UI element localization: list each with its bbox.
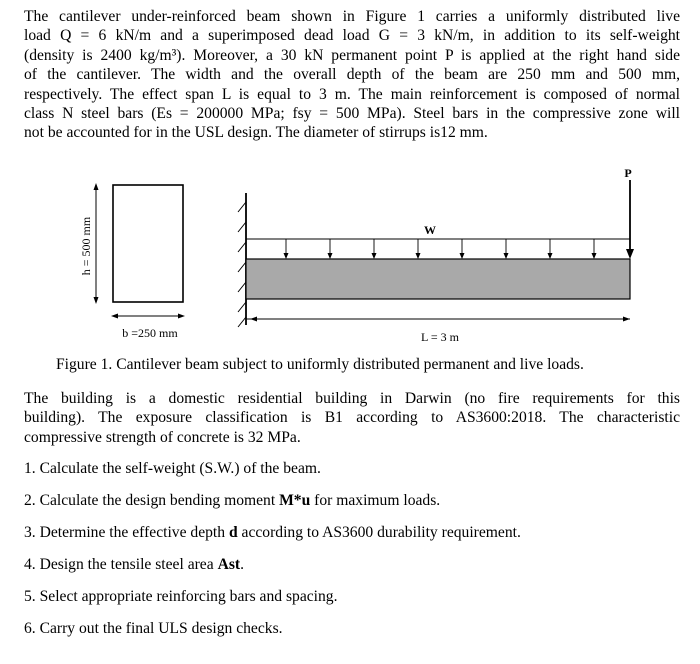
width-arrow-right xyxy=(178,314,185,319)
question-4-text-end: . xyxy=(240,556,244,573)
steel-area-symbol: Ast xyxy=(217,556,241,573)
point-load-label: P xyxy=(624,166,632,180)
question-4-text: 4. Design the tensile steel area xyxy=(24,556,218,573)
section-width-label: b =250 mm xyxy=(122,326,178,340)
context-line: The building is a domestic residential building in Darwin (no fire requirements for this xyxy=(24,390,680,407)
problem-line: of the cantilever. The width and the overall depth of the beam are 250 mm and 500 mm, xyxy=(24,66,680,84)
context-line: compressive strength of concrete is 32 MPa. xyxy=(24,428,301,446)
section-height-label: h = 500 mm xyxy=(79,216,93,276)
figure-caption: Figure 1. Cantilever beam subject to uniformly distributed permanent and live loads. xyxy=(56,356,584,373)
span-arrow-left xyxy=(250,317,257,322)
cantilever-beam xyxy=(246,259,630,299)
span-label: L = 3 m xyxy=(421,330,459,344)
context-statement xyxy=(24,389,680,447)
height-arrow-bottom xyxy=(94,297,99,304)
problem-line: class N steel bars (Es = 200000 MPa; fsy = 500 MPa). Steel bars in the compressive zone will xyxy=(24,105,680,123)
width-arrow-left xyxy=(111,314,118,319)
problem-line: respectively. The effect span L is equal to 3 m. The main reinforcement is composed of normal xyxy=(24,85,680,103)
problem-line: load Q = 6 kN/m and a superimposed dead load G = 3 kN/m, in addition to its self-weight xyxy=(24,27,680,45)
question-5: 5. Select appropriate reinforcing bars and spacing. xyxy=(24,588,338,605)
beam-cross-section xyxy=(113,185,183,302)
question-4 xyxy=(24,556,244,574)
question-3-text-end: according to AS3600 durability requirement. xyxy=(237,524,521,541)
question-2 xyxy=(24,492,440,510)
problem-statement xyxy=(24,7,680,143)
point-load-arrowhead xyxy=(626,249,634,259)
span-arrow-right xyxy=(623,317,630,322)
design-moment-symbol: M*u xyxy=(279,492,311,509)
problem-line: (density is 2400 kg/m³). Moreover, a 30 kN permanent point P is applied at the right hand side xyxy=(24,46,680,64)
udl-arrows xyxy=(284,239,597,259)
problem-line: not be accounted for in the USL design. The diameter of stirrups is12 mm. xyxy=(24,124,488,142)
question-2-text-end: for maximum loads. xyxy=(310,492,441,509)
fixed-support xyxy=(238,193,246,327)
height-arrow-top xyxy=(94,183,99,190)
effective-depth-symbol: d xyxy=(228,524,238,541)
question-3 xyxy=(24,524,521,542)
problem-line: The cantilever under-reinforced beam shown in Figure 1 carries a uniformly distributed live xyxy=(24,8,680,25)
question-6: 6. Carry out the final ULS design checks. xyxy=(24,620,283,637)
udl-label: W xyxy=(424,223,436,237)
question-1: 1. Calculate the self-weight (S.W.) of the beam. xyxy=(24,460,321,477)
cantilever-figure xyxy=(0,160,700,350)
context-line: building). The exposure classification is B1 according to AS3600:2018. The characteristic xyxy=(24,409,680,427)
question-2-text: 2. Calculate the design bending moment xyxy=(24,492,280,509)
question-3-text: 3. Determine the effective depth xyxy=(24,524,229,541)
